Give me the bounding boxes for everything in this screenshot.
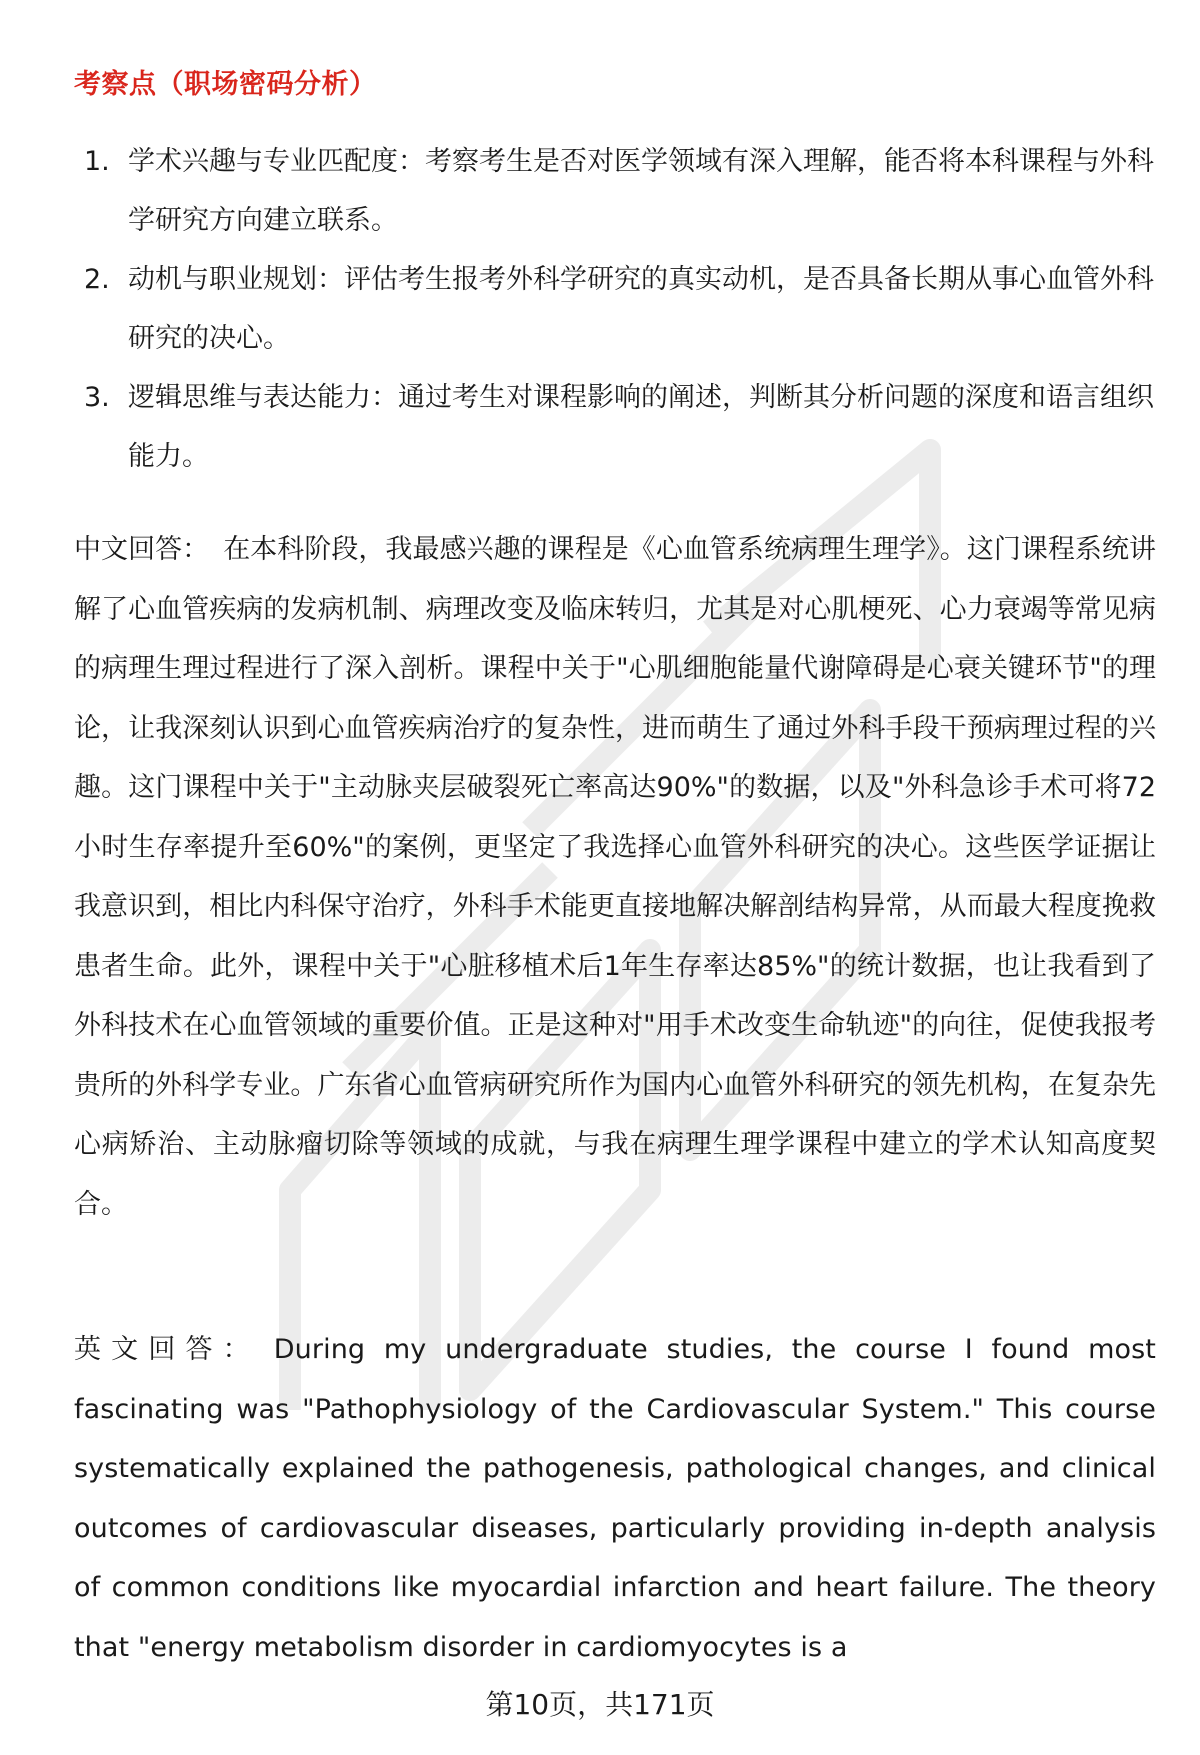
list-number: 1. xyxy=(84,146,110,177)
list-item xyxy=(74,250,1154,368)
list-item-text: 动机与职业规划：评估考生报考外科学研究的真实动机，是否具备长期从事心血管外科研究的决心。 xyxy=(128,264,1154,354)
chinese-answer-label: 中文回答： xyxy=(74,534,210,565)
list-item xyxy=(74,132,1154,250)
english-answer-paragraph xyxy=(74,1320,1156,1677)
english-answer-text: During my undergraduate studies, the course I found most fascinating was "Pathophysiology of the Cardiovascular System." This course systematically explained the pathogenesis, pathological changes, and clinical outcomes of cardiovascular diseases, particularly providing in-depth analysis of common conditions like myocardial infarction and heart failure. The theory that "energy metabolism disorder in cardiomyocytes is a xyxy=(74,1334,1156,1663)
page-number-footer: 第10页，共171页 xyxy=(485,1688,715,1721)
page-heading: 考察点（职场密码分析） xyxy=(74,69,377,100)
english-answer-label: 英文回答： xyxy=(74,1334,260,1365)
chinese-answer-text: 在本科阶段，我最感兴趣的课程是《心血管系统病理生理学》。这门课程系统讲解了心血管疾病的发病机制、病理改变及临床转归，尤其是对心肌梗死、心力衰竭等常见病的病理生理过程进行了深入剖析。课程中关于"心肌细胞能量代谢障碍是心衰关键环节"的理论，让我深刻认识到心血管疾病治疗的复杂性，进而萌生了通过外科手段干预病理过程的兴趣。这门课程中关于"主动脉夹层破裂死亡率高达90%"的数据，以及"外科急诊手术可将72小时生存率提升至60%"的案例，更坚定了我选择心血管外科研究的决心。这些医学证据让我意识到，相比内科保守治疗，外科手术能更直接地解决解剖结构异常，从而最大程度挽救患者生命。此外，课程中关于"心脏移植术后1年生存率达85%"的统计数据，也让我看到了外科技术在心血管领域的重要价值。正是这种对"用手术改变生命轨迹"的向往，促使我报考贵所的外科学专业。广东省心血管病研究所作为国内心血管外科研究的领先机构，在复杂先心病矫治、主动脉瘤切除等领域的成就，与我在病理生理学课程中建立的学术认知高度契合。 xyxy=(74,534,1157,1220)
evaluation-points-list xyxy=(74,132,1154,486)
list-number: 3. xyxy=(84,382,110,413)
list-item-text: 逻辑思维与表达能力：通过考生对课程影响的阐述，判断其分析问题的深度和语言组织能力。 xyxy=(128,382,1154,472)
list-number: 2. xyxy=(84,264,110,295)
chinese-answer-paragraph xyxy=(74,520,1156,1234)
list-item-text: 学术兴趣与专业匹配度：考察考生是否对医学领域有深入理解，能否将本科课程与外科学研究方向建立联系。 xyxy=(128,146,1154,236)
list-item xyxy=(74,368,1154,486)
